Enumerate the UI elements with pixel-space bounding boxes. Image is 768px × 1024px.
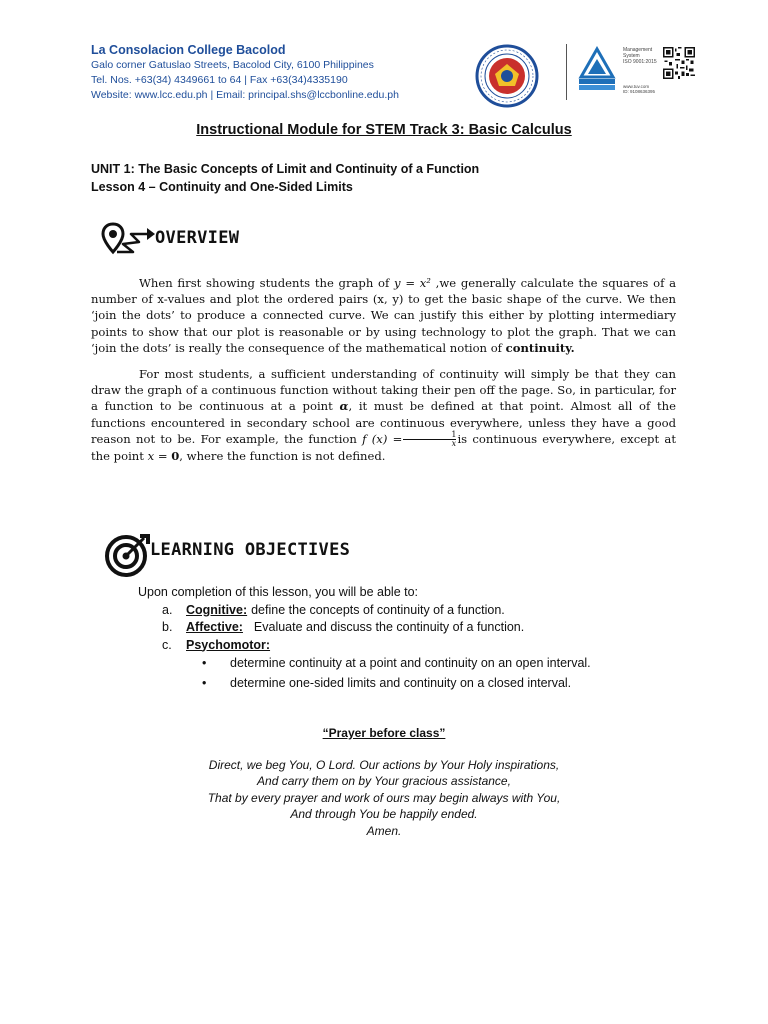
location-route-icon xyxy=(101,222,157,260)
objective-letter: c. xyxy=(162,637,172,652)
p2-text-b: , it must be defined at that point. Almost all of the functions encountered in secondary school are continuous everywhere, unless they have a good reason not to be. For example, the function xyxy=(91,399,676,446)
fraction-numerator: 1 xyxy=(403,431,456,440)
cert-line: Management xyxy=(623,47,653,53)
cert-line: ISO 9001:2015 xyxy=(623,59,657,65)
overview-paragraph-2 xyxy=(91,366,676,465)
school-phones: Tel. Nos. +63(34) 4349661 to 64 | Fax +63(34)4335190 xyxy=(91,74,348,86)
school-seal-icon xyxy=(475,44,539,108)
bullet-text: determine one-sided limits and continuity on a closed interval. xyxy=(230,675,572,690)
prayer-line: That by every prayer and work of ours may begin always with You, xyxy=(207,790,561,805)
objective-letter: a. xyxy=(162,602,173,617)
overview-paragraph-1 xyxy=(91,275,676,356)
objectives-list xyxy=(138,584,678,692)
unit-title: UNIT 1: The Basic Concepts of Limit and Continuity of a Function xyxy=(91,162,480,176)
x-equals: x = xyxy=(147,449,172,464)
module-title: Instructional Module for STEM Track 3: Basic Calculus xyxy=(196,122,572,138)
objective-key: Psychomotor: xyxy=(186,637,271,652)
objective-bullet xyxy=(202,655,678,673)
qr-code-icon xyxy=(663,47,695,79)
alpha-symbol: α xyxy=(339,399,349,414)
equation-y-x-squared: y = x² xyxy=(394,276,431,290)
overview-text xyxy=(91,275,676,475)
objective-key: Affective: xyxy=(186,620,243,634)
objective-text: Evaluate and discuss the continuity of a function. xyxy=(246,620,525,634)
certification-url xyxy=(623,84,663,94)
overview-heading: OVERVIEW xyxy=(155,228,240,248)
function-f-of-x: f (x) = xyxy=(362,431,403,446)
p2-text-a: For most students, a sufficient understanding of continuity will simply be that they can draw the graph of a continuous function without taking their pen off the page. So, in particular, for a function to be continuous at a point xyxy=(91,367,676,414)
cert-line: System xyxy=(623,53,640,59)
school-address: Galo corner Gatuslao Streets, Bacolod City, 6100 Philippines xyxy=(91,59,374,71)
school-name: La Consolacion College Bacolod xyxy=(91,43,286,57)
target-arrow-icon xyxy=(104,532,152,578)
prayer-line: Direct, we beg You, O Lord. Our actions by Your Holy inspirations, xyxy=(208,758,560,772)
p2-text-d: , where the function is not defined. xyxy=(179,449,386,464)
objective-item xyxy=(138,602,678,620)
zero-value: 0 xyxy=(171,449,180,464)
objective-bullet xyxy=(202,675,678,693)
letterhead xyxy=(91,42,471,103)
p1-text-a: When first showing students the graph of xyxy=(139,276,395,290)
objectives-intro: Upon completion of this lesson, you will be able to: xyxy=(138,585,419,599)
prayer-line: And carry them on by Your gracious assistance, xyxy=(257,774,511,789)
prayer-line: Amen. xyxy=(366,823,402,838)
school-web: Website: www.lcc.edu.ph | Email: principal.shs@lccbonline.edu.ph xyxy=(91,89,399,101)
objective-key: Cognitive: xyxy=(186,602,248,617)
objective-item xyxy=(138,619,678,637)
p2-text-c: is continuous everywhere, except at the point xyxy=(91,431,676,464)
prayer-title: “Prayer before class” xyxy=(322,726,446,740)
objective-letter: b. xyxy=(162,620,173,634)
prayer-line: And through You be happily ended. xyxy=(290,807,478,822)
certification-text xyxy=(623,47,663,65)
header-divider xyxy=(566,44,567,100)
lesson-title: Lesson 4 – Continuity and One-Sided Limits xyxy=(91,180,353,194)
prayer-text xyxy=(0,757,768,839)
cert-url-line: www.tuv.com xyxy=(623,84,650,89)
p1-text-b: ,we generally calculate the squares of a number of x-values and plot the ordered pairs (x, y) to get the basic shape of the curve. We then ‘join the dots’ to produce a connected curve. We can justify this either by plotting intermediary points to show that our plot is reasonable or by using technology to plot the graph. That we can ‘join the dots’ is really the consequence of the mathematical notion of xyxy=(91,276,677,355)
fraction-one-over-x xyxy=(403,431,456,448)
unit-heading xyxy=(91,160,479,196)
learning-objectives-heading: LEARNING OBJECTIVES xyxy=(150,540,351,560)
bullet-text: determine continuity at a point and continuity on an open interval. xyxy=(230,656,591,670)
continuity-term: continuity. xyxy=(505,340,575,355)
bullet-icon: • xyxy=(202,675,207,690)
objective-item xyxy=(138,637,678,655)
fraction-denominator: x xyxy=(451,439,457,449)
bullet-icon: • xyxy=(202,656,207,670)
cert-url-line: ID: 9108636395 xyxy=(623,89,656,94)
tuv-certification-logo xyxy=(577,46,617,92)
objective-text: define the concepts of continuity of a function. xyxy=(251,602,505,617)
